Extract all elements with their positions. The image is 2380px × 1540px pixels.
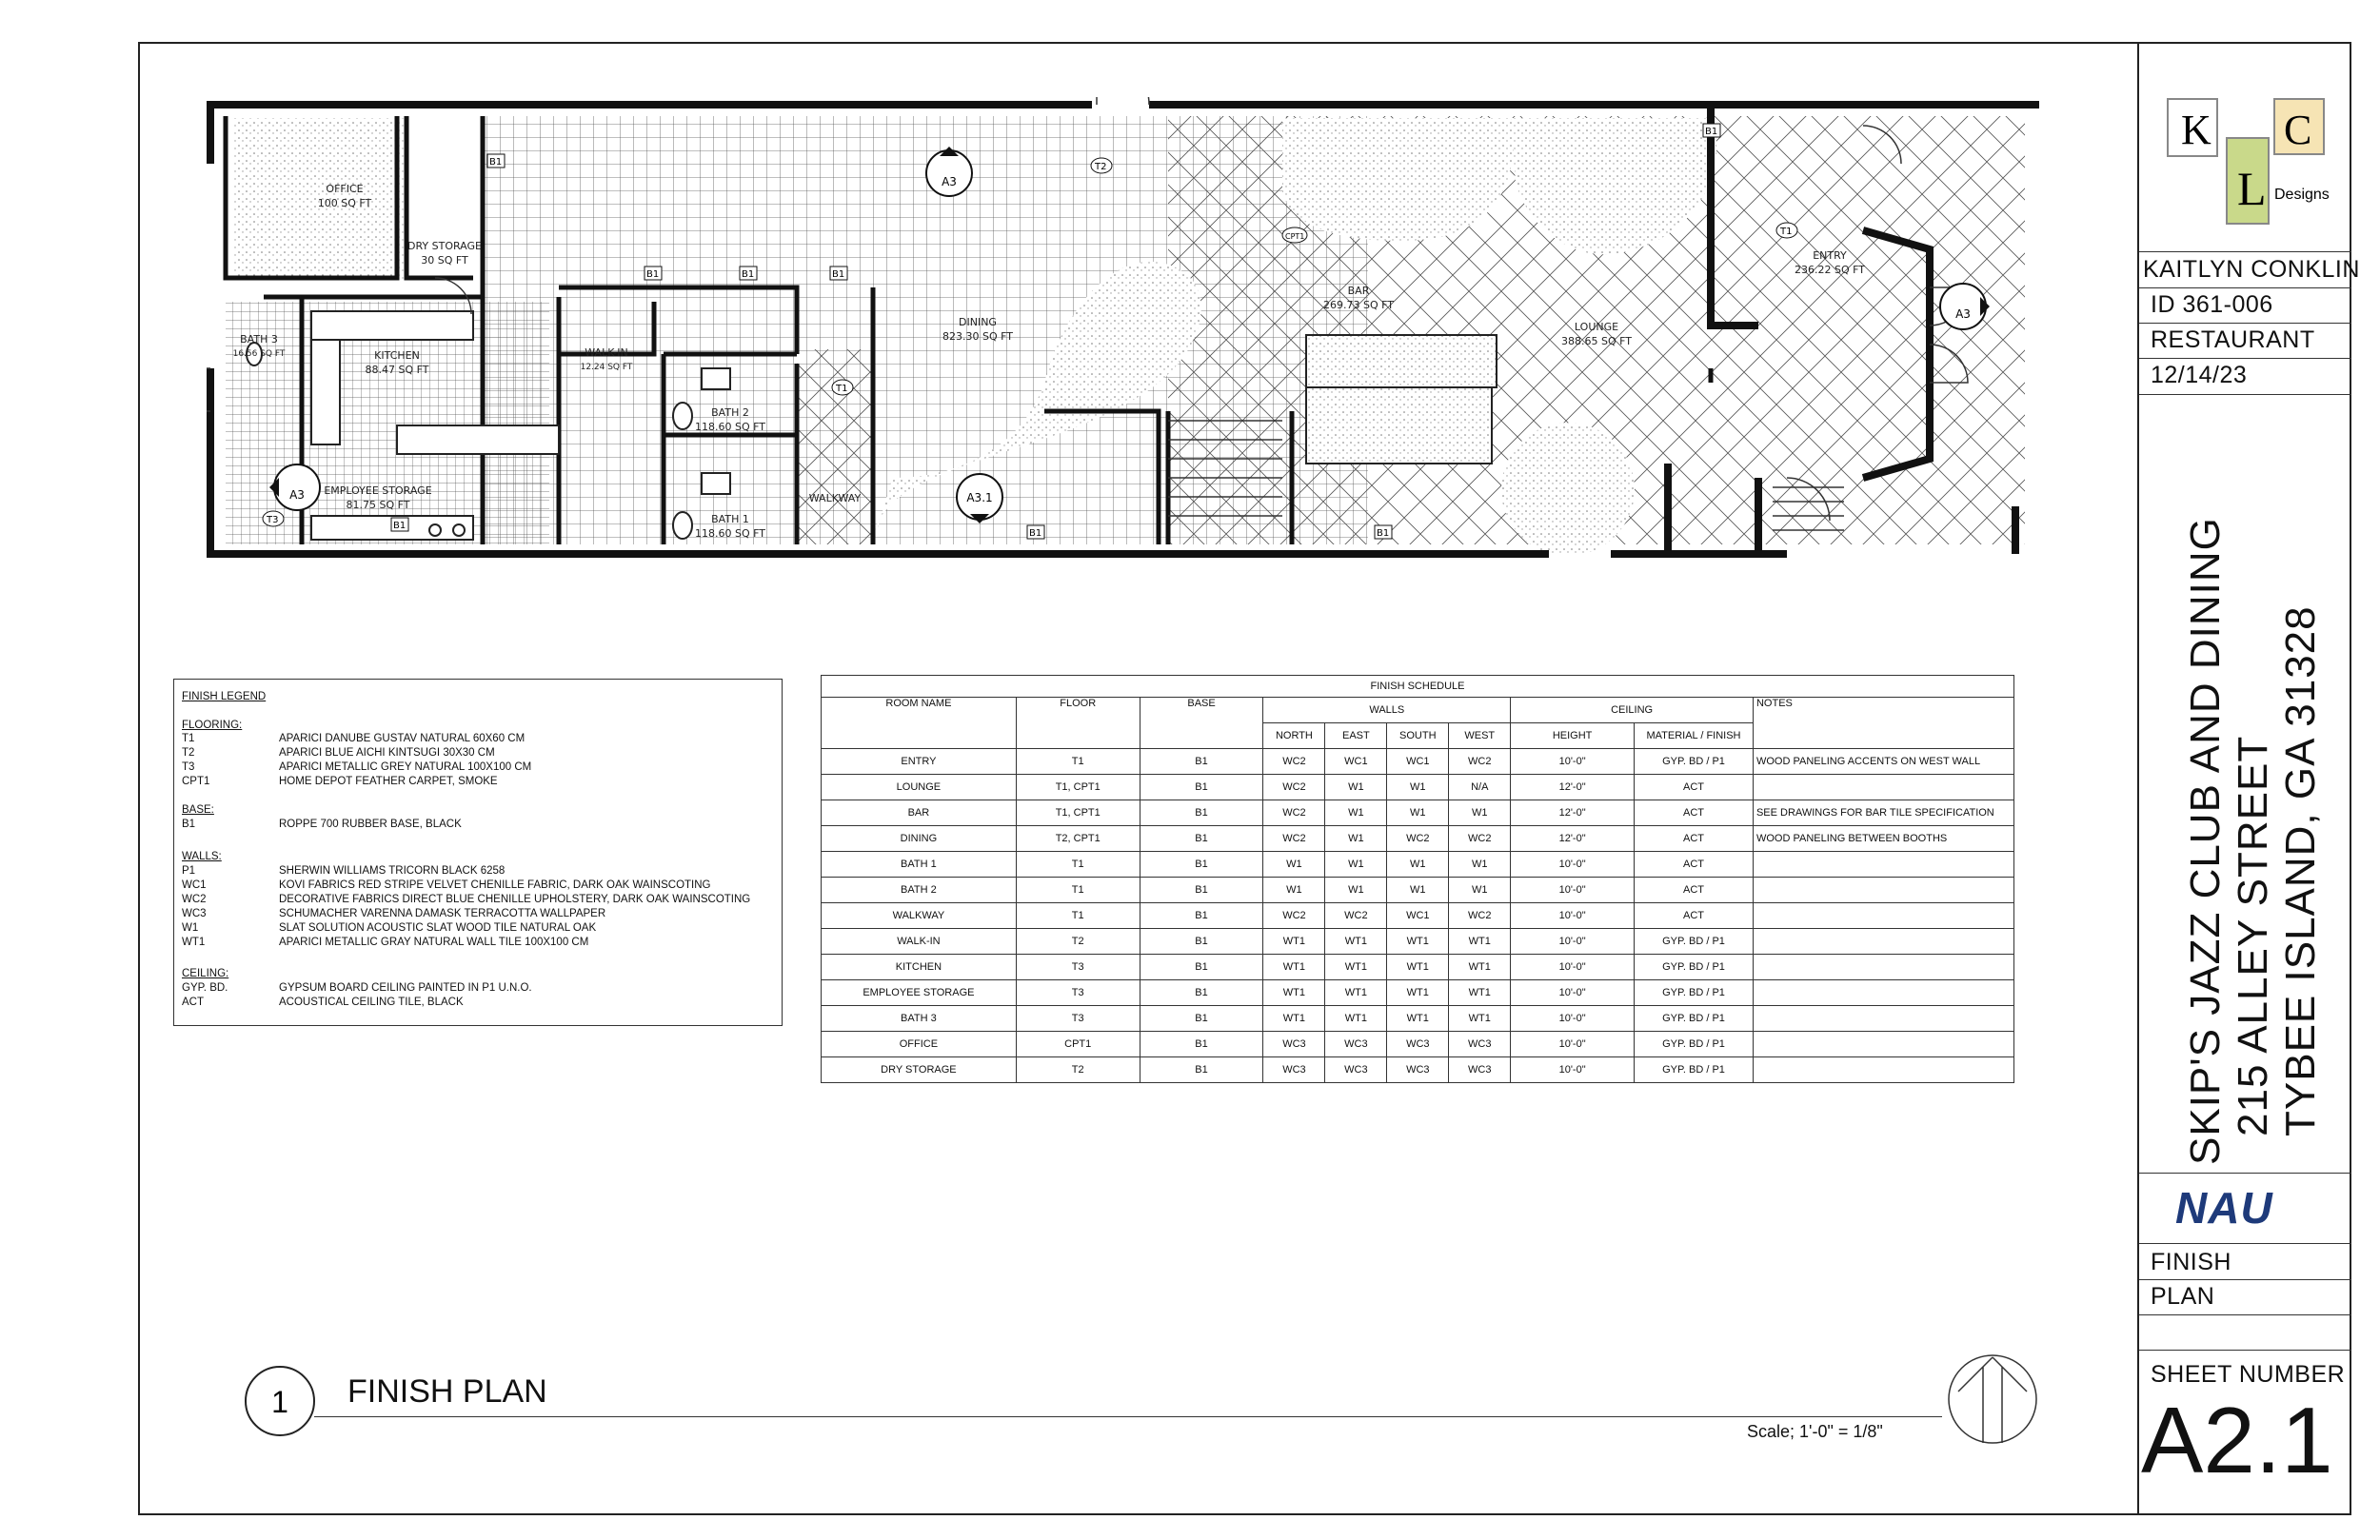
schedule-row — [822, 826, 2014, 852]
schedule-row — [822, 1032, 2014, 1057]
schedule-cell: OFFICE — [822, 1032, 1017, 1057]
legend-heading: WALLS: — [182, 851, 222, 862]
schedule-cell: N/A — [1449, 775, 1511, 800]
svg-text:B1: B1 — [742, 269, 755, 280]
schedule-cell: B1 — [1140, 980, 1263, 1006]
schedule-cell: B1 — [1140, 852, 1263, 878]
svg-text:269.73 SQ FT: 269.73 SQ FT — [1323, 299, 1394, 311]
legend-title: FINISH LEGEND — [182, 691, 267, 702]
schedule-cell: 12'-0" — [1511, 826, 1635, 852]
schedule-cell: WC3 — [1325, 1032, 1387, 1057]
nau-logo: NAU — [2175, 1183, 2273, 1233]
schedule-cell: GYP. BD / P1 — [1635, 1032, 1754, 1057]
svg-text:823.30 SQ FT: 823.30 SQ FT — [942, 330, 1013, 343]
header-floor: FLOOR — [1016, 698, 1140, 749]
schedule-cell: GYP. BD / P1 — [1635, 1006, 1754, 1032]
title-block-divider — [2139, 358, 2351, 359]
svg-text:B1: B1 — [646, 269, 660, 280]
title-block-divider — [2139, 1279, 2351, 1280]
svg-text:1: 1 — [271, 1385, 288, 1419]
schedule-row — [822, 800, 2014, 826]
schedule-cell: WC3 — [1387, 1057, 1449, 1083]
header-ceiling: CEILING — [1511, 698, 1754, 723]
svg-text:A3: A3 — [289, 488, 305, 502]
bar-top — [1306, 335, 1497, 387]
legend-heading: BASE: — [182, 804, 214, 816]
header-room: ROOM NAME — [822, 698, 1017, 749]
project-type: RESTAURANT — [2151, 326, 2315, 353]
svg-text:T3: T3 — [267, 515, 279, 525]
schedule-cell: WC1 — [1387, 749, 1449, 775]
room-label-walkway — [809, 492, 862, 504]
schedule-row — [822, 980, 2014, 1006]
schedule-cell: WT1 — [1325, 929, 1387, 955]
schedule-cell: T1 — [1016, 749, 1140, 775]
svg-text:B1: B1 — [1377, 528, 1390, 539]
schedule-cell: BAR — [822, 800, 1017, 826]
bar-counter — [1306, 387, 1492, 464]
schedule-cell: W1 — [1387, 852, 1449, 878]
schedule-cell: WC2 — [1449, 826, 1511, 852]
drawing-title-line-1: FINISH — [2151, 1249, 2231, 1275]
schedule-cell: WC1 — [1325, 749, 1387, 775]
schedule-cell: B1 — [1140, 749, 1263, 775]
header-west: WEST — [1449, 723, 1511, 749]
svg-text:12.24 SQ FT: 12.24 SQ FT — [580, 363, 633, 372]
schedule-cell: T1, CPT1 — [1016, 775, 1140, 800]
svg-text:A3: A3 — [1955, 307, 1971, 321]
schedule-cell: 10'-0" — [1511, 1032, 1635, 1057]
schedule-cell: W1 — [1325, 800, 1387, 826]
floor-tag — [832, 380, 853, 395]
schedule-cell: B1 — [1140, 800, 1263, 826]
svg-text:88.47 SQ FT: 88.47 SQ FT — [365, 364, 429, 376]
schedule-cell: WT1 — [1449, 955, 1511, 980]
schedule-cell: WC3 — [1325, 1057, 1387, 1083]
schedule-cell: WT1 — [1387, 955, 1449, 980]
svg-text:L: L — [2237, 162, 2267, 215]
schedule-cell: WOOD PANELING BETWEEN BOOTHS — [1753, 826, 2013, 852]
schedule-cell: GYP. BD / P1 — [1635, 749, 1754, 775]
drawing-title: FINISH PLAN — [347, 1373, 547, 1410]
svg-text:KITCHEN: KITCHEN — [374, 349, 420, 362]
svg-text:118.60 SQ FT: 118.60 SQ FT — [695, 421, 765, 433]
schedule-cell: B1 — [1140, 878, 1263, 903]
schedule-row — [822, 775, 2014, 800]
project-street: 215 ALLEY STREET — [2230, 735, 2276, 1136]
base-tag — [1375, 525, 1392, 539]
title-block — [2137, 42, 2360, 1515]
schedule-cell: WT1 — [1387, 929, 1449, 955]
schedule-cell: GYP. BD / P1 — [1635, 1057, 1754, 1083]
schedule-cell: T2 — [1016, 929, 1140, 955]
svg-text:A3.1: A3.1 — [966, 491, 993, 504]
svg-text:BAR: BAR — [1347, 285, 1370, 297]
svg-text:OFFICE: OFFICE — [326, 183, 364, 195]
svg-text:A3: A3 — [942, 175, 957, 188]
schedule-cell: W1 — [1449, 878, 1511, 903]
schedule-cell: WT1 — [1387, 980, 1449, 1006]
schedule-row — [822, 955, 2014, 980]
schedule-cell: WC3 — [1263, 1057, 1325, 1083]
schedule-cell: ACT — [1635, 826, 1754, 852]
svg-text:B1: B1 — [489, 157, 503, 168]
schedule-cell: WT1 — [1449, 1006, 1511, 1032]
svg-text:EMPLOYEE STORAGE: EMPLOYEE STORAGE — [324, 484, 432, 497]
schedule-cell: BATH 2 — [822, 878, 1017, 903]
svg-text:Designs: Designs — [2274, 187, 2330, 203]
title-underline — [314, 1416, 1942, 1417]
drawing-number-bubble — [240, 1361, 326, 1447]
svg-text:BATH 2: BATH 2 — [711, 406, 749, 419]
schedule-cell: T1, CPT1 — [1016, 800, 1140, 826]
title-block-divider — [2139, 287, 2351, 288]
schedule-cell: W1 — [1325, 852, 1387, 878]
schedule-cell: 12'-0" — [1511, 775, 1635, 800]
schedule-cell: B1 — [1140, 955, 1263, 980]
sheet-number-label: SHEET NUMBER — [2151, 1361, 2346, 1388]
schedule-cell: ACT — [1635, 878, 1754, 903]
schedule-cell: WOOD PANELING ACCENTS ON WEST WALL — [1753, 749, 2013, 775]
svg-text:BATH 1: BATH 1 — [711, 513, 749, 525]
svg-text:ENTRY: ENTRY — [1813, 249, 1847, 262]
schedule-cell: T1 — [1016, 852, 1140, 878]
schedule-cell: ACT — [1635, 775, 1754, 800]
schedule-cell: WT1 — [1263, 980, 1325, 1006]
schedule-cell: GYP. BD / P1 — [1635, 980, 1754, 1006]
schedule-cell: LOUNGE — [822, 775, 1017, 800]
floor-plan — [207, 97, 2039, 562]
schedule-cell: GYP. BD / P1 — [1635, 929, 1754, 955]
schedule-cell: WT1 — [1263, 955, 1325, 980]
schedule-cell: WT1 — [1325, 1006, 1387, 1032]
schedule-cell: T3 — [1016, 955, 1140, 980]
schedule-cell: W1 — [1387, 775, 1449, 800]
svg-text:WALK-IN: WALK-IN — [585, 346, 628, 359]
schedule-cell: T3 — [1016, 980, 1140, 1006]
schedule-cell — [1753, 852, 2013, 878]
base-tag — [391, 518, 408, 531]
schedule-cell: T1 — [1016, 903, 1140, 929]
schedule-cell: KITCHEN — [822, 955, 1017, 980]
schedule-cell: BATH 1 — [822, 852, 1017, 878]
schedule-body — [822, 749, 2014, 1083]
schedule-cell: WT1 — [1449, 929, 1511, 955]
schedule-cell — [1753, 1006, 2013, 1032]
schedule-cell: DINING — [822, 826, 1017, 852]
svg-text:C: C — [2284, 107, 2312, 153]
schedule-cell: B1 — [1140, 775, 1263, 800]
schedule-cell: WALKWAY — [822, 903, 1017, 929]
svg-text:236.22 SQ FT: 236.22 SQ FT — [1795, 264, 1865, 276]
schedule-cell: 10'-0" — [1511, 852, 1635, 878]
schedule-cell: 10'-0" — [1511, 1006, 1635, 1032]
ceiling-tag — [1282, 227, 1307, 243]
walkway-floor — [797, 349, 873, 544]
title-block-divider — [2139, 1350, 2351, 1351]
svg-text:BATH 3: BATH 3 — [240, 333, 278, 346]
header-north: NORTH — [1263, 723, 1325, 749]
schedule-cell — [1753, 980, 2013, 1006]
schedule-cell: 10'-0" — [1511, 903, 1635, 929]
svg-text:100 SQ FT: 100 SQ FT — [317, 197, 372, 209]
schedule-cell: W1 — [1263, 852, 1325, 878]
schedule-cell: B1 — [1140, 903, 1263, 929]
schedule-cell: DRY STORAGE — [822, 1057, 1017, 1083]
schedule-cell: WC2 — [1449, 749, 1511, 775]
schedule-cell: WC3 — [1387, 1032, 1449, 1057]
schedule-cell — [1753, 1032, 2013, 1057]
sheet-number: A2.1 — [2141, 1388, 2333, 1492]
schedule-cell: W1 — [1263, 878, 1325, 903]
schedule-cell: WC3 — [1263, 1032, 1325, 1057]
schedule-cell: GYP. BD / P1 — [1635, 955, 1754, 980]
carpet-area-round — [1501, 423, 1635, 556]
header-material: MATERIAL / FINISH — [1635, 723, 1754, 749]
schedule-cell: WC2 — [1263, 775, 1325, 800]
schedule-cell — [1753, 929, 2013, 955]
header-east: EAST — [1325, 723, 1387, 749]
schedule-row — [822, 1006, 2014, 1032]
schedule-cell: T2, CPT1 — [1016, 826, 1140, 852]
svg-text:T2: T2 — [1095, 162, 1107, 172]
schedule-cell: WALK-IN — [822, 929, 1017, 955]
title-block-divider — [2139, 323, 2351, 324]
floor-tag — [1091, 158, 1112, 173]
schedule-cell: T3 — [1016, 1006, 1140, 1032]
schedule-cell: WT1 — [1263, 929, 1325, 955]
schedule-cell: B1 — [1140, 929, 1263, 955]
schedule-cell: WT1 — [1325, 955, 1387, 980]
schedule-cell: W1 — [1325, 775, 1387, 800]
schedule-row — [822, 852, 2014, 878]
base-tag — [645, 267, 662, 280]
schedule-row — [822, 878, 2014, 903]
svg-text:30 SQ FT: 30 SQ FT — [421, 254, 468, 267]
schedule-cell: B1 — [1140, 1032, 1263, 1057]
base-tag — [1703, 124, 1720, 137]
title-block-divider — [2139, 1243, 2351, 1244]
svg-text:DINING: DINING — [959, 316, 997, 328]
schedule-cell: WC2 — [1449, 903, 1511, 929]
drawing-title-line-2: PLAN — [2151, 1283, 2215, 1310]
header-notes: NOTES — [1753, 698, 2013, 749]
finish-schedule — [821, 675, 2014, 1083]
schedule-cell: SEE DRAWINGS FOR BAR TILE SPECIFICATION — [1753, 800, 2013, 826]
schedule-cell: ACT — [1635, 800, 1754, 826]
svg-text:B1: B1 — [832, 269, 845, 280]
svg-text:388.65 SQ FT: 388.65 SQ FT — [1561, 335, 1632, 347]
schedule-cell: EMPLOYEE STORAGE — [822, 980, 1017, 1006]
svg-text:WALKWAY: WALKWAY — [808, 492, 862, 504]
schedule-cell: W1 — [1325, 826, 1387, 852]
schedule-cell: WT1 — [1325, 980, 1387, 1006]
base-tag — [830, 267, 847, 280]
schedule-cell: WC1 — [1387, 903, 1449, 929]
floor-tag — [263, 511, 284, 526]
schedule-cell: ACT — [1635, 903, 1754, 929]
north-arrow-icon — [1947, 1353, 2042, 1449]
schedule-cell: WC2 — [1263, 800, 1325, 826]
legend-heading: FLOORING: — [182, 720, 243, 731]
schedule-cell — [1753, 1057, 2013, 1083]
schedule-cell: BATH 3 — [822, 1006, 1017, 1032]
schedule-cell: 10'-0" — [1511, 1057, 1635, 1083]
schedule-cell: CPT1 — [1016, 1032, 1140, 1057]
svg-text:CPT1: CPT1 — [1285, 232, 1305, 241]
schedule-cell: WC3 — [1449, 1032, 1511, 1057]
schedule-cell: WC2 — [1387, 826, 1449, 852]
base-tag — [487, 154, 505, 168]
finish-legend: FINISH LEGEND FLOORING: T1 APARICI DANUBE GUSTAV NATURAL 60X60 CM T2 APARICI BLUE AICHI KINTSUGI 30X30 CM T3 APARICI METALLIC GREY NATURAL 100X100 CM CPT1 HOME DEPOT FEATHER CARPET, SMOKE BASE: B1 ROPPE 700 RUBBER BASE, BLACK WALLS: P1 SHERWIN WILLIAMS TRICORN BLACK 6258 WC1 KOVI FABRICS RED STRIPE VELVET CHENILLE FABRIC, DARK OAK WAINSCOTING WC2 DECORATIVE FABRICS DIRECT BLUE CHENILLE UPHOLSTERY, DARK OAK WAINSCOTING WC3 SCHUMACHER VARENNA DAMASK TERRACOTTA WALLPAPER W1 SLAT SOLUTION ACOUSTIC SLAT WOOD TILE NATURAL OAK WT1 APARICI METALLIC GRAY NATURAL WALL TILE 100X100 CM CEILING: GYP. BD. GYPSUM BOARD CEILING PAINTED IN P1 U.N.O. ACT ACOUSTICAL CEILING TILE, BLACK — [173, 679, 783, 1026]
header-walls: WALLS — [1263, 698, 1511, 723]
svg-text:DRY STORAGE: DRY STORAGE — [407, 240, 482, 252]
project-name: SKIP'S JAZZ CLUB AND DINING — [2182, 517, 2229, 1165]
schedule-row — [822, 929, 2014, 955]
title-block-divider — [2139, 1314, 2351, 1315]
scale-note: Scale; 1'-0" = 1/8" — [1747, 1422, 1883, 1441]
schedule-row — [822, 1057, 2014, 1083]
schedule-cell: B1 — [1140, 1006, 1263, 1032]
schedule-cell: WT1 — [1449, 980, 1511, 1006]
svg-text:81.75 SQ FT: 81.75 SQ FT — [346, 499, 410, 511]
schedule-cell: WC2 — [1263, 749, 1325, 775]
schedule-cell: 10'-0" — [1511, 955, 1635, 980]
svg-text:T1: T1 — [1780, 227, 1793, 237]
course-id: ID 361-006 — [2151, 291, 2273, 318]
base-tag — [1027, 525, 1044, 539]
header-height: HEIGHT — [1511, 723, 1635, 749]
schedule-cell: 10'-0" — [1511, 749, 1635, 775]
base-tag — [740, 267, 757, 280]
schedule-cell: ENTRY — [822, 749, 1017, 775]
schedule-cell: 10'-0" — [1511, 929, 1635, 955]
schedule-cell: 12'-0" — [1511, 800, 1635, 826]
title-block-divider — [2139, 1173, 2351, 1174]
title-block-divider — [2139, 394, 2351, 395]
schedule-cell: W1 — [1449, 800, 1511, 826]
schedule-cell — [1753, 775, 2013, 800]
schedule-cell: T1 — [1016, 878, 1140, 903]
schedule-cell: WC2 — [1325, 903, 1387, 929]
schedule-title: FINISH SCHEDULE — [822, 676, 2014, 698]
header-base: BASE — [1140, 698, 1263, 749]
schedule-cell: B1 — [1140, 1057, 1263, 1083]
schedule-cell: 10'-0" — [1511, 878, 1635, 903]
svg-text:B1: B1 — [1029, 528, 1042, 539]
schedule-cell: 10'-0" — [1511, 980, 1635, 1006]
schedule-row — [822, 903, 2014, 929]
schedule-cell: WC3 — [1449, 1057, 1511, 1083]
floor-tag — [1776, 223, 1797, 238]
schedule-cell: W1 — [1325, 878, 1387, 903]
schedule-cell: B1 — [1140, 826, 1263, 852]
schedule-cell: ACT — [1635, 852, 1754, 878]
svg-text:B1: B1 — [393, 521, 407, 531]
project-city: TYBEE ISLAND, GA 31328 — [2277, 605, 2324, 1136]
schedule-cell — [1753, 878, 2013, 903]
schedule-cell — [1753, 955, 2013, 980]
legend-heading: CEILING: — [182, 968, 229, 979]
designer-name: KAITLYN CONKLIN — [2143, 256, 2360, 283]
schedule-cell: W1 — [1387, 878, 1449, 903]
firm-logo — [2151, 85, 2341, 227]
project-date: 12/14/23 — [2151, 362, 2248, 388]
schedule-row — [822, 749, 2014, 775]
svg-text:118.60 SQ FT: 118.60 SQ FT — [695, 527, 765, 540]
svg-text:16.56 SQ FT: 16.56 SQ FT — [232, 349, 286, 359]
title-block-divider — [2139, 251, 2351, 252]
svg-text:K: K — [2181, 107, 2211, 153]
schedule-cell: W1 — [1387, 800, 1449, 826]
schedule-cell — [1753, 903, 2013, 929]
header-south: SOUTH — [1387, 723, 1449, 749]
svg-text:LOUNGE: LOUNGE — [1574, 321, 1619, 333]
svg-text:B1: B1 — [1705, 127, 1718, 137]
schedule-cell: W1 — [1449, 852, 1511, 878]
schedule-cell: T2 — [1016, 1057, 1140, 1083]
schedule-cell: WC2 — [1263, 826, 1325, 852]
schedule-cell: WT1 — [1387, 1006, 1449, 1032]
room-label-dry-storage — [407, 240, 482, 267]
schedule-cell: WT1 — [1263, 1006, 1325, 1032]
svg-text:T1: T1 — [836, 384, 848, 394]
schedule-cell: WC2 — [1263, 903, 1325, 929]
